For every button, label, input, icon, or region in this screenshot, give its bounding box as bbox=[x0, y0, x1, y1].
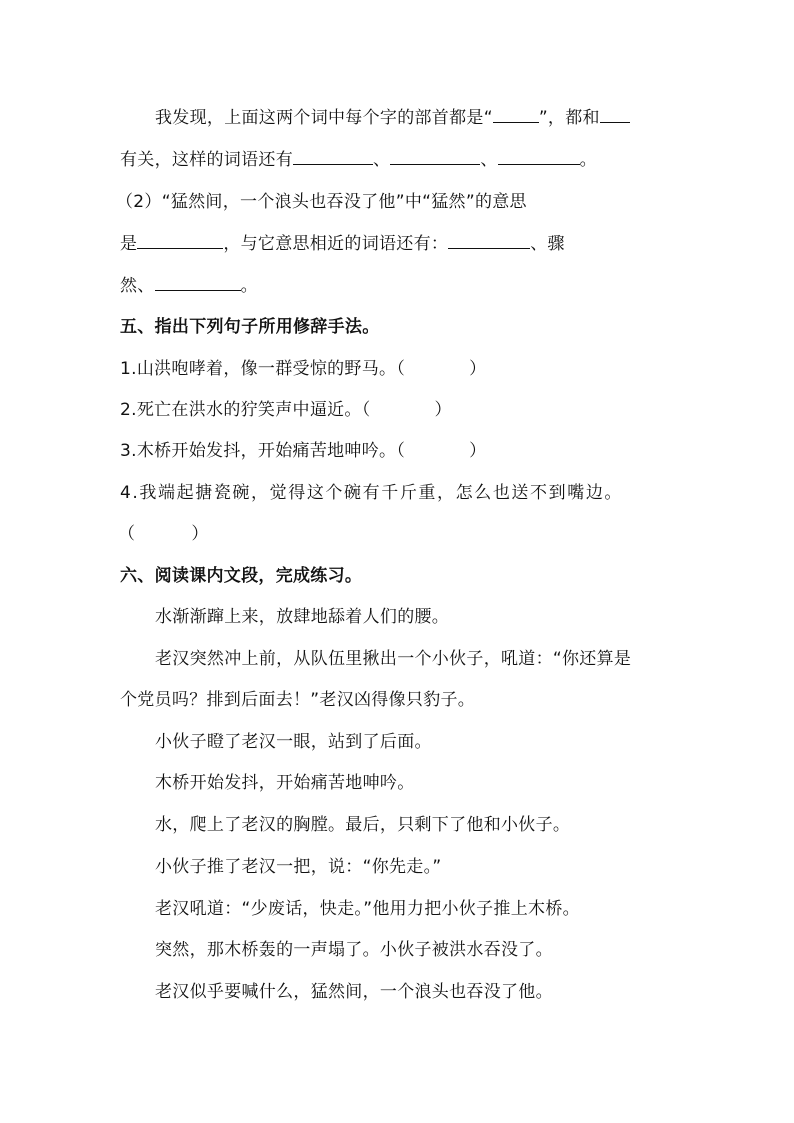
item-3-text: 3.木桥开始发抖，开始痛苦地呻吟。（ bbox=[120, 441, 406, 461]
q4-line-2-text: 有关，这样的词语还有 bbox=[120, 150, 293, 170]
close-paren: ） bbox=[469, 359, 487, 379]
q4-line-3 bbox=[116, 190, 527, 214]
q4-line-4-text-b: ，与它意思相近的词语还有： bbox=[223, 234, 449, 254]
answer-blank-word-1[interactable] bbox=[293, 148, 373, 165]
passage-paragraph: 水渐渐蹿上来，放肆地舔着人们的腰。 bbox=[155, 607, 450, 627]
q4-line-1 bbox=[155, 106, 630, 130]
passage-paragraph: 个党员吗？排到后面去！”老汉凶得像只豹子。 bbox=[120, 690, 476, 710]
passage-paragraph: 小伙子推了老汉一把，说：“你先走。” bbox=[155, 857, 442, 877]
section-5-item-4 bbox=[120, 481, 623, 505]
item-4-text: 4.我端起搪瓷碗，觉得这个碗有千斤重，怎么也送不到嘴边。 bbox=[120, 483, 624, 503]
section-5-item-3 bbox=[120, 439, 486, 463]
section-5-item-4-answer bbox=[118, 522, 209, 546]
open-paren: （ bbox=[118, 524, 136, 544]
q4-line-5-text: 然、 bbox=[120, 276, 155, 296]
separator: 、 bbox=[480, 150, 498, 170]
section-5-item-2 bbox=[120, 398, 452, 422]
answer-blank-radical[interactable] bbox=[493, 106, 539, 123]
passage-paragraph: 突然，那木桥轰的一声塌了。小伙子被洪水吞没了。 bbox=[155, 940, 553, 960]
period: 。 bbox=[579, 150, 597, 170]
close-paren: ） bbox=[469, 441, 487, 461]
passage-paragraph: 老汉吼道：“少废话，快走。”他用力把小伙子推上木桥。 bbox=[155, 899, 580, 919]
answer-blank-meaning[interactable] bbox=[137, 232, 223, 249]
q4-line-2 bbox=[120, 148, 597, 172]
q4-line-1-text-b: ”，都和 bbox=[538, 108, 600, 128]
q4-line-4 bbox=[120, 232, 565, 256]
passage-paragraph: 老汉似乎要喊什么，猛然间，一个浪头也吞没了他。 bbox=[155, 982, 553, 1002]
q4-question-2-text: （2）“猛然间，一个浪头也吞没了他”中“猛然”的意思 bbox=[116, 192, 527, 212]
q4-line-4-text-a: 是 bbox=[120, 234, 138, 254]
answer-blank-word-2[interactable] bbox=[390, 148, 480, 165]
answer-blank-synonym-2[interactable] bbox=[155, 274, 241, 291]
q4-line-4-text-c: 、骤 bbox=[530, 234, 565, 254]
answer-blank-word-3[interactable] bbox=[498, 148, 580, 165]
section-5-item-1 bbox=[120, 357, 486, 381]
q4-line-1-text-a: 我发现，上面这两个词中每个字的部首都是“ bbox=[155, 108, 493, 128]
section-6-title: 六、阅读课内文段，完成练习。 bbox=[120, 566, 363, 586]
answer-blank-synonym-1[interactable] bbox=[448, 232, 530, 249]
item-1-text: 1.山洪咆哮着，像一群受惊的野马。（ bbox=[120, 359, 406, 379]
passage-paragraph: 水，爬上了老汉的胸膛。最后，只剩下了他和小伙子。 bbox=[155, 815, 571, 835]
passage-paragraph: 老汉突然冲上前，从队伍里揪出一个小伙子，吼道：“你还算是 bbox=[155, 649, 632, 669]
passage-paragraph: 木桥开始发抖，开始痛苦地呻吟。 bbox=[155, 773, 415, 793]
close-paren: ） bbox=[191, 524, 209, 544]
passage-paragraph: 小伙子瞪了老汉一眼，站到了后面。 bbox=[155, 732, 432, 752]
close-paren: ） bbox=[434, 400, 452, 420]
separator: 、 bbox=[373, 150, 391, 170]
period: 。 bbox=[240, 276, 258, 296]
answer-blank-related[interactable] bbox=[600, 106, 630, 123]
item-2-text: 2.死亡在洪水的狞笑声中逼近。（ bbox=[120, 400, 371, 420]
section-5-title: 五、指出下列句子所用修辞手法。 bbox=[120, 317, 380, 337]
q4-line-5 bbox=[120, 274, 258, 298]
